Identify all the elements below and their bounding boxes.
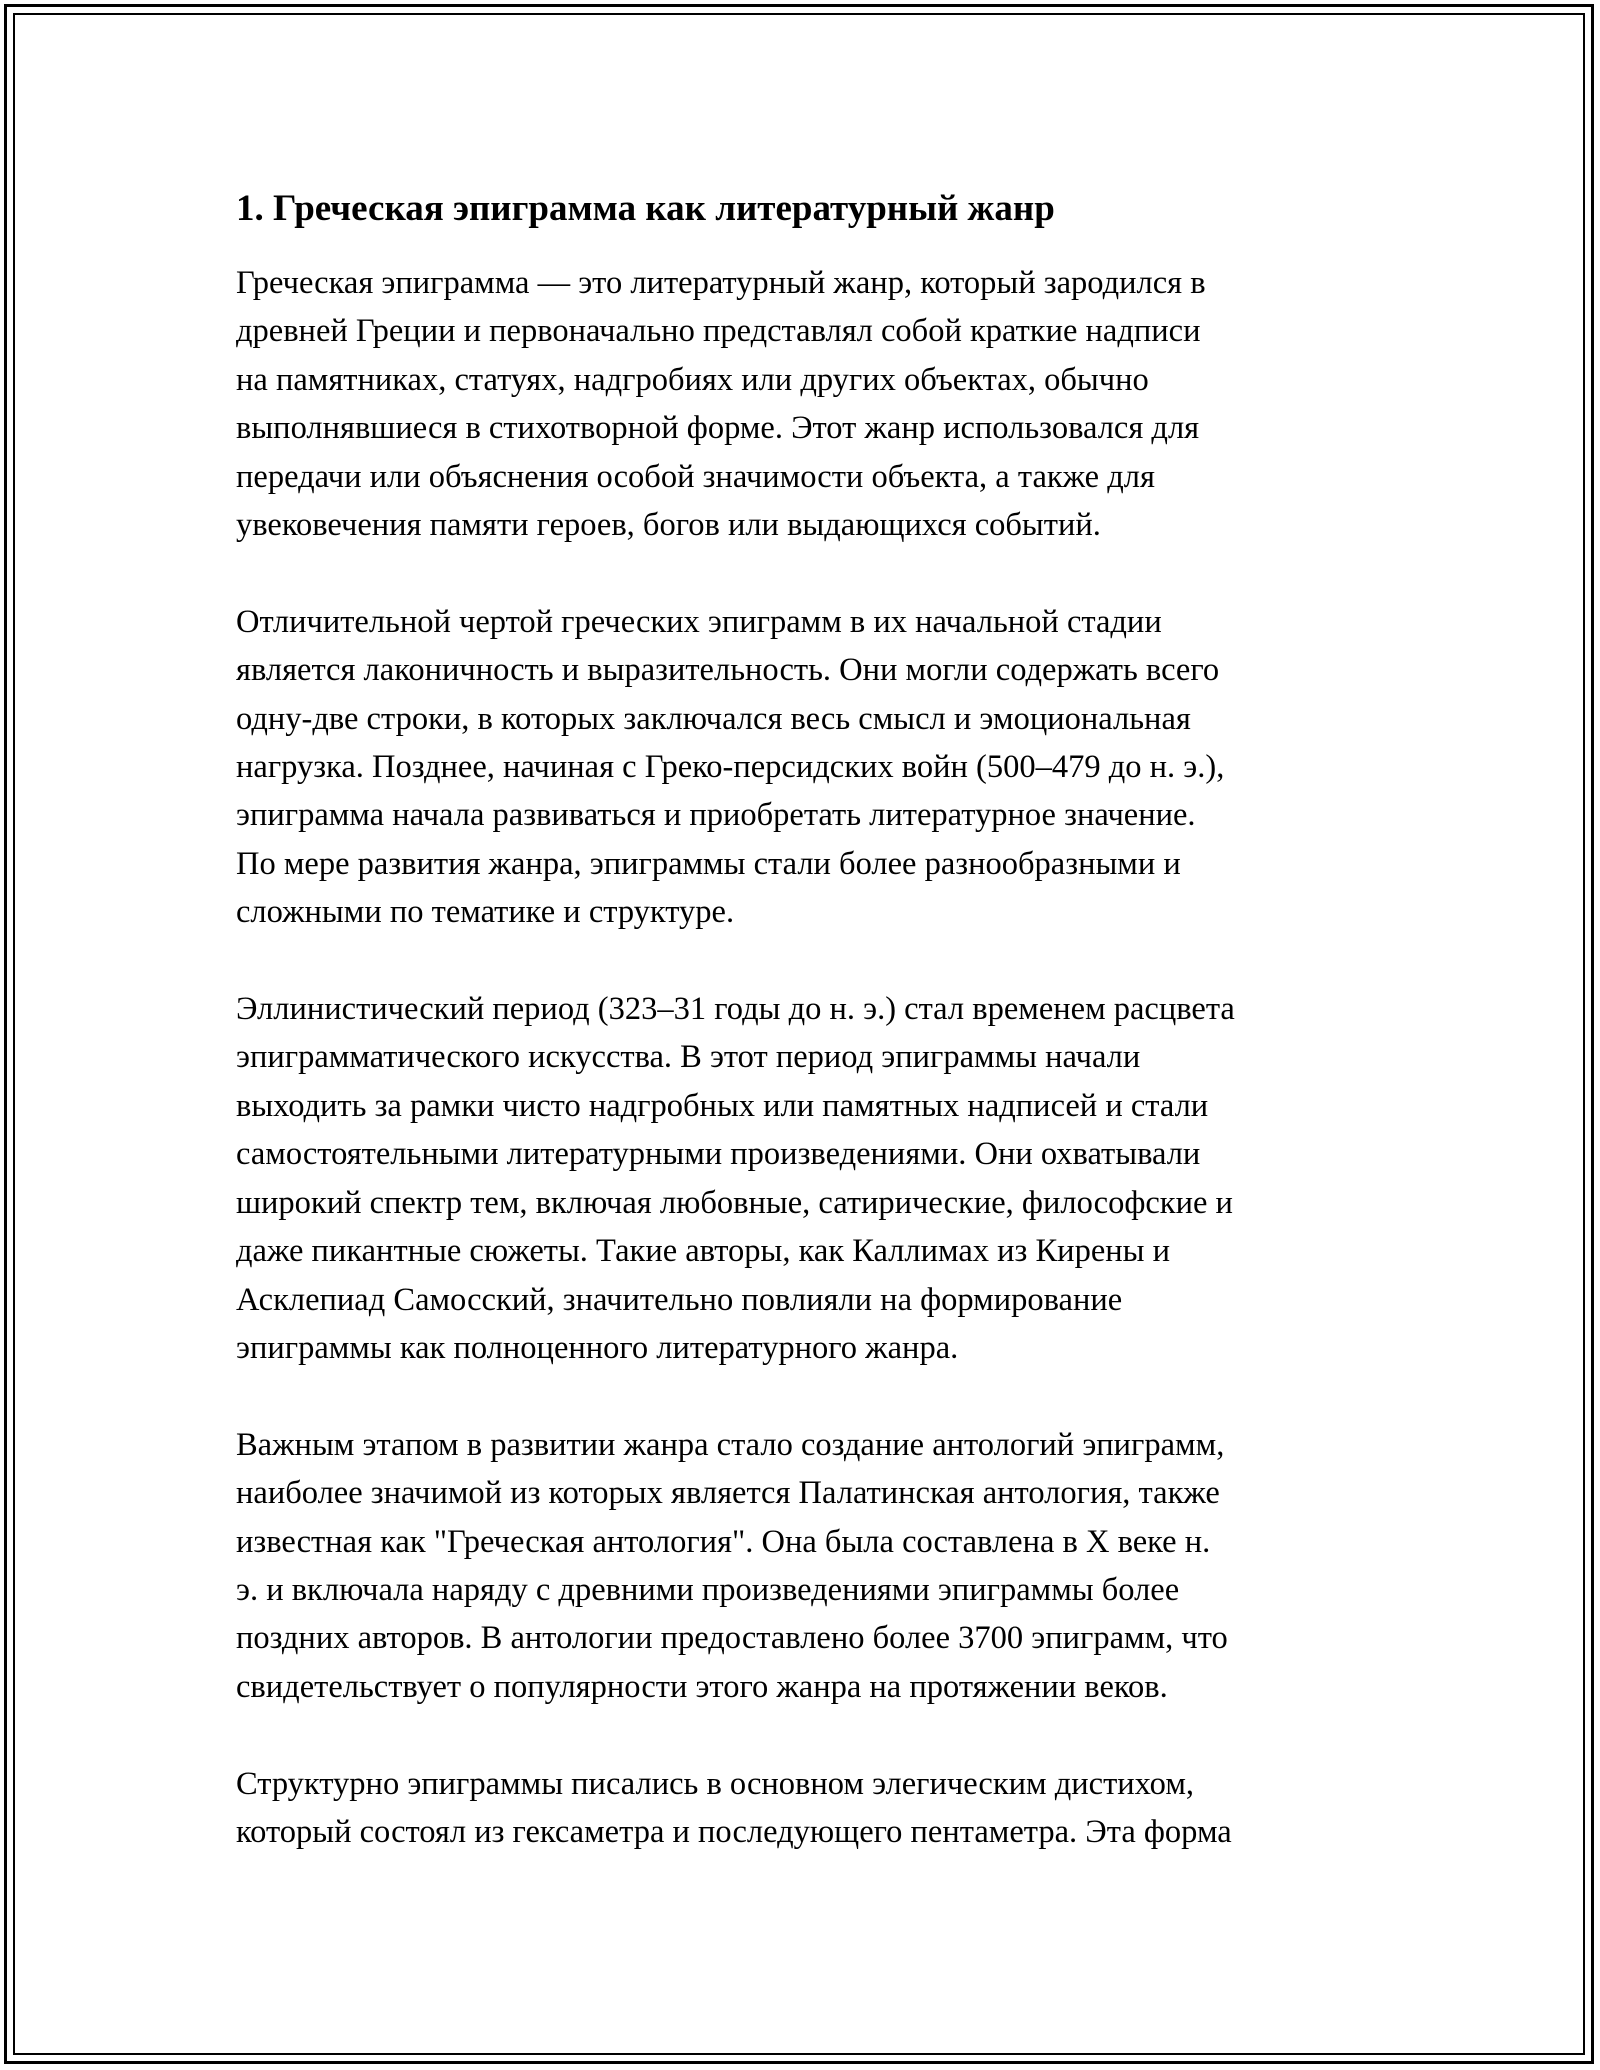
text-line: Асклепиад Самосский, значительно повлияли на формирование: [236, 1281, 1123, 1318]
text-line: самостоятельными литературными произведениями. Они охватывали: [236, 1136, 1201, 1173]
text-line: одну-две строки, в которых заключался весь смысл и эмоциональная: [236, 700, 1191, 737]
text-line: нагрузка. Позднее, начиная с Греко-персидских войн (500–479 до н. э.),: [236, 749, 1225, 786]
text-line: известная как "Греческая антология". Она была составлена в X веке н.: [236, 1523, 1211, 1560]
text-line: выходить за рамки чисто надгробных или памятных надписей и стали: [236, 1087, 1209, 1124]
text-line: широкий спектр тем, включая любовные, сатирические, философские и: [236, 1184, 1233, 1221]
text-line: древней Греции и первоначально представлял собой краткие надписи: [236, 313, 1201, 350]
text-line: эпиграмма начала развиваться и приобретать литературное значение.: [236, 797, 1196, 834]
text-line: эпиграмматического искусства. В этот период эпиграммы начали: [236, 1039, 1141, 1076]
text-line: который состоял из гексаметра и последующего пентаметра. Эта форма: [236, 1813, 1232, 1850]
section-heading: 1. Греческая эпиграмма как литературный жанр: [236, 188, 1055, 229]
text-line: Эллинистический период (323–31 годы до н. э.) стал временем расцвета: [236, 991, 1235, 1028]
text-line: поздних авторов. В антологии предоставлено более 3700 эпиграмм, что: [236, 1620, 1228, 1657]
text-line: эпиграммы как полноценного литературного жанра.: [236, 1329, 959, 1366]
text-line: сложными по тематике и структуре.: [236, 894, 735, 931]
text-line: наиболее значимой из которых является Палатинская антология, также: [236, 1475, 1220, 1512]
document-page: [236, 185, 1366, 1905]
text-line: Отличительной чертой греческих эпиграмм в их начальной стадии: [236, 603, 1162, 640]
text-line: По мере развития жанра, эпиграммы стали более разнообразными и: [236, 845, 1181, 882]
text-line: э. и включала наряду с древними произведениями эпиграммы более: [236, 1571, 1180, 1608]
paragraph-1: [236, 259, 1366, 549]
paragraph-2: [236, 598, 1366, 937]
text-line: передачи или объяснения особой значимости объекта, а также для: [236, 458, 1155, 495]
paragraph-3: [236, 985, 1366, 1372]
text-line: Греческая эпиграмма — это литературный жанр, который зародился в: [236, 265, 1206, 301]
text-line: Важным этапом в развитии жанра стало создание антологий эпиграмм,: [236, 1426, 1225, 1463]
text-line: выполнявшиеся в стихотворной форме. Этот жанр использовался для: [236, 410, 1200, 447]
paragraph-5: [236, 1760, 1366, 1857]
text-line: является лаконичность и выразительность. Они могли содержать всего: [236, 652, 1220, 689]
text-line: свидетельствует о популярности этого жанра на протяжении веков.: [236, 1668, 1168, 1705]
text-line: даже пикантные сюжеты. Такие авторы, как Каллимах из Кирены и: [236, 1233, 1170, 1270]
text-line: Структурно эпиграммы писались в основном элегическим дистихом,: [236, 1765, 1195, 1802]
paragraph-4: [236, 1421, 1366, 1711]
text-line: увековечения памяти героев, богов или выдающихся событий.: [236, 507, 1101, 544]
text-line: на памятниках, статуях, надгробиях или других объектах, обычно: [236, 361, 1149, 398]
